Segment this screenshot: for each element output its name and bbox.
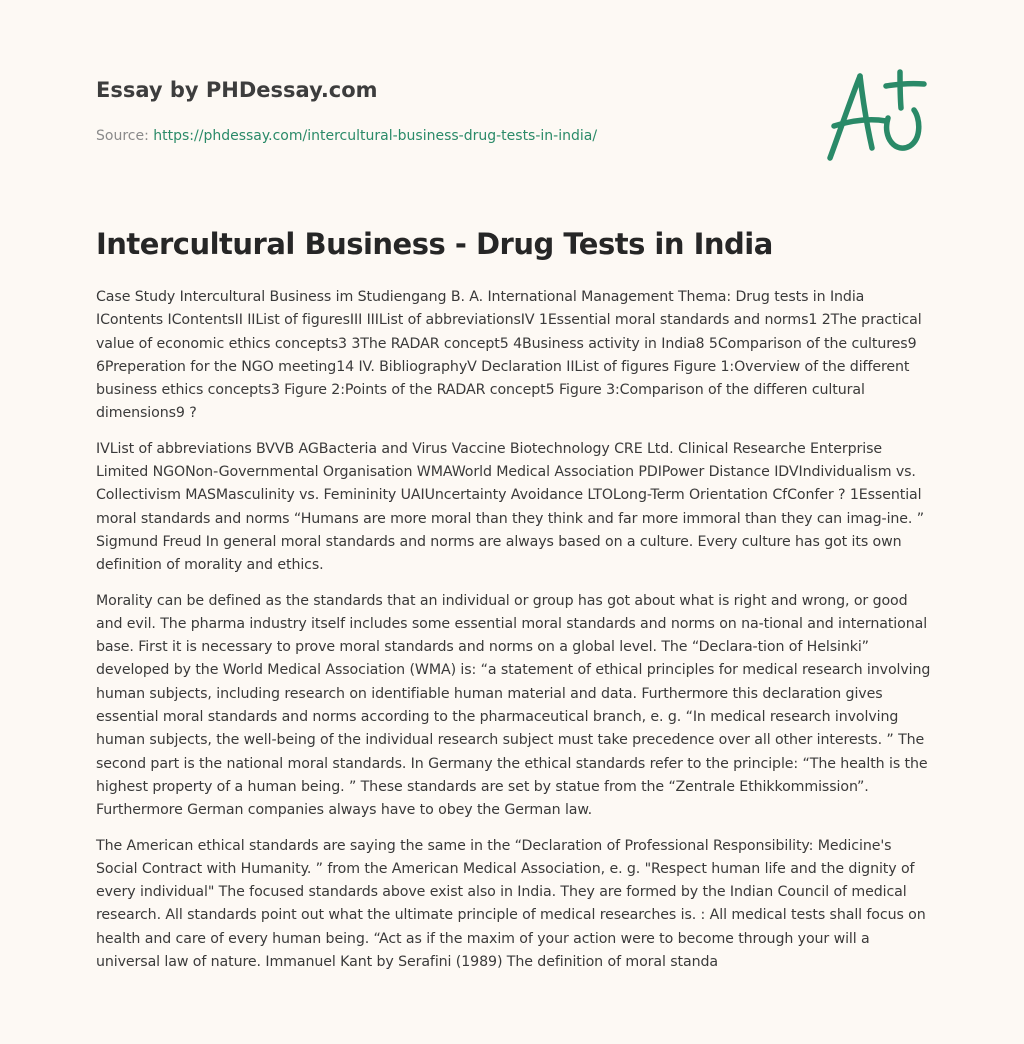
paragraph: Morality can be defined as the standards that an individual or group has got about what is right and wrong, or good and evil. The pharma industry itself includes some essential moral standards and norms on na-tional and international base. First it is necessary to prove moral standards and norms on a global level. The “Declara-tion of Helsinki” developed by the World Medical Association (WMA) is: “a statement of ethical principles for medical research involving human subjects, including research on identifiable human material and data. Furthermore this declaration gives essential moral standards and norms according to the pharmaceutical branch, e. g. “In medical research involving human subjects, the well-being of the individual research subject must take precedence over all other interests. ” The second part is the national moral standards. In Germany the ethical standards refer to the principle: “The health is the highest property of a human being. ” These standards are set by statue from the “Zentrale Ethikkommission”. Furthermore German companies always have to obey the German law. (96, 592, 931, 819)
essay-header (96, 76, 796, 146)
a-plus-logo-icon (820, 66, 930, 166)
source-link[interactable]: https://phdessay.com/intercultural-business-drug-tests-in-india/ (153, 128, 598, 144)
page-title: Intercultural Business - Drug Tests in India (96, 227, 773, 261)
source-label: Source: (96, 128, 154, 144)
essay-body (96, 286, 932, 986)
source-line (96, 126, 796, 146)
site-brand: Essay by PHDessay.com (96, 78, 378, 102)
paragraph: Case Study Intercultural Business im Studiengang B. A. International Management Thema: Drug tests in India IContents IContentsII IIList of figuresIII IIIList of abbreviationsIV 1Essential moral standards and norms1 2The practical value of economic ethics concepts3 3The RADAR concept5 4Business activity in India8 5Comparison of the cultures9 6Preperation for the NGO meeting14 IV. BibliographyV Declaration IIList of figures Figure 1:Overview of the different business ethics concepts3 Figure 2:Points of the RADAR concept5 Figure 3:Comparison of the differen cultural dimensions9 ? (96, 289, 922, 422)
paragraph: The American ethical standards are saying the same in the “Declaration of Professional Responsibility: Medicine's Social Contract with Humanity. ” from the American Medical Association, e. g. "Respect human life and the dignity of every individual" The focused standards above exist also in India. They are formed by the Indian Council of medical research. All standards point out what the ultimate principle of medical researches is. : All medical tests shall focus on health and care of every human being. “Act as if the maxim of your action were to become through your will a universal law of nature. Immanuel Kant by Serafini (1989) The definition of moral standa (96, 837, 926, 971)
paragraph: IVList of abbreviations BVVB AGBacteria and Virus Vaccine Biotechnology CRE Ltd. Clinical Researche Enterprise Limited NGONon-Governmental Organisation WMAWorld Medical Association PDIPower Distance IDVIndividualism vs. Collectivism MASMasculinity vs. Femininity UAIUncertainty Avoidance LTOLong-Term Orientation CfConfer ? 1Essential moral standards and norms “Humans are more moral than they think and far more immoral than they can imag-ine. ” Sigmund Freud In general moral standards and norms are always based on a culture. Every culture has got its own definition of morality and ethics. (96, 440, 924, 574)
